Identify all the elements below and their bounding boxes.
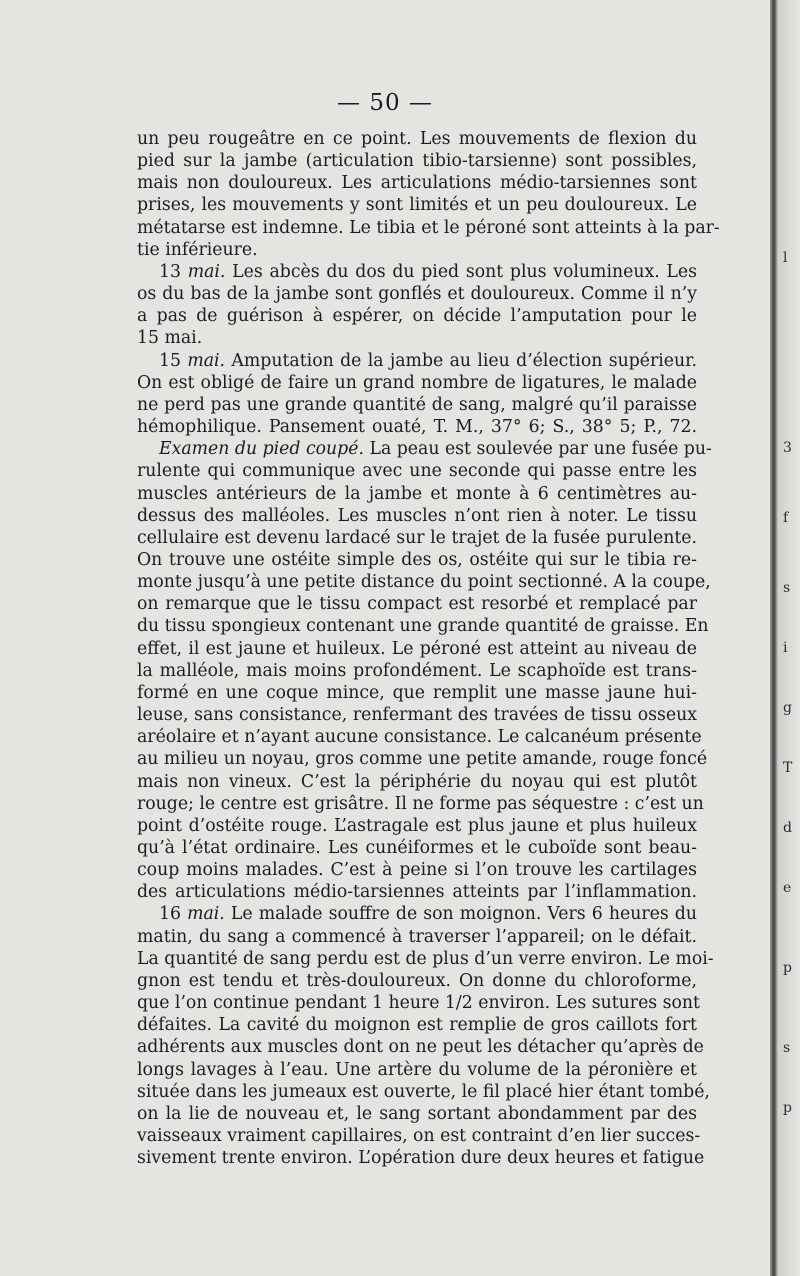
text-line: effet, il est jaune et huileux. Le péroné est atteint au niveau de (137, 638, 697, 659)
text-line: vaisseaux vraiment capillaires, on est contraint d’en lier succes- (137, 1126, 701, 1147)
text-line: 13 mai. Les abcès du dos du pied sont plus volumineux. Les (159, 261, 697, 282)
edge-fragment: s (783, 580, 791, 596)
text-line: rouge; le centre est grisâtre. Il ne forme pas séquestre : c’est un (137, 793, 704, 814)
text-line: ne perd pas une grande quantité de sang, malgré qu’il paraisse (137, 394, 697, 415)
text-line: point d’ostéite rouge. L’astragale est plus jaune et plus huileux (137, 815, 697, 836)
text-line: 15 mai. (137, 328, 203, 349)
edge-fragment: d (783, 820, 792, 836)
text-line: Examen du pied coupé. La peau est soulevée par une fusée pu- (159, 439, 712, 460)
text-line: aréolaire et n’ayant aucune consistance. Le calcanéum présente (137, 727, 702, 748)
text-line: sivement trente environ. L’opération dure deux heures et fatigue (137, 1148, 705, 1169)
edge-fragment: s (783, 1040, 791, 1056)
text-line: monte jusqu’à une petite distance du point sectionné. A la coupe, (137, 572, 711, 593)
text-line: dessus des malléoles. Les muscles n’ont rien à noter. Le tissu (137, 505, 697, 526)
text-line: prises, les mouvements y sont limités et un peu douloureux. Le (137, 195, 697, 216)
text-line: mais non vineux. C’est la périphérie du noyau qui est plutôt (137, 771, 697, 792)
text-line: pied sur la jambe (articulation tibio-tarsienne) sont possibles, (137, 151, 697, 172)
edge-fragment: p (783, 960, 792, 976)
text-line: un peu rougeâtre en ce point. Les mouvements de flexion du (137, 129, 697, 149)
text-line: longs lavages à l’eau. Une artère du volume de la péronière et (137, 1059, 697, 1080)
text-line: 16 mai. Le malade souffre de son moignon. Vers 6 heures du (159, 904, 697, 925)
text-line: mais non douloureux. Les articulations médio-tarsiennes sont (137, 173, 697, 194)
text-line: des articulations médio-tarsiennes atteints par l’inflammation. (137, 882, 697, 903)
body-text (137, 128, 720, 1169)
edge-fragment: i (783, 640, 788, 656)
text-line: adhérents aux muscles dont on ne peut les détacher qu’après de (137, 1037, 704, 1058)
text-line: métatarse est indemne. Le tibia et le péroné sont atteints à la par- (137, 217, 720, 238)
text-line: située dans les jumeaux est ouverte, le fil placé hier étant tombé, (137, 1081, 710, 1102)
text-line: On est obligé de faire un grand nombre de ligatures, le malade (137, 372, 697, 393)
edge-fragment: T (783, 760, 793, 776)
text-line: la malléole, mais moins profondément. Le scaphoïde est trans- (137, 660, 697, 681)
edge-fragment: g (783, 700, 792, 716)
edge-fragment: 3 (783, 440, 792, 456)
edge-fragment: f (783, 510, 789, 526)
text-line: qu’à l’état ordinaire. Les cunéiformes et le cuboïde sont beau- (137, 838, 697, 858)
page-number: — 50 — (337, 90, 433, 116)
edge-fragment: e (783, 880, 792, 896)
text-line: on la lie de nouveau et, le sang sortant abondamment par des (137, 1103, 697, 1124)
text-line: on remarque que le tissu compact est resorbé et remplacé par (137, 594, 697, 615)
text-line: coup moins malades. C’est à peine si l’on trouve les cartilages (137, 860, 697, 881)
text-line: leuse, sans consistance, renfermant des travées de tissu osseux (137, 705, 697, 726)
text-line: gnon est tendu et très-douloureux. On donne du chloroforme, (137, 970, 697, 991)
text-line: os du bas de la jambe sont gonflés et douloureux. Comme il n’y (137, 284, 697, 305)
text-line: a pas de guérison à espérer, on décide l’amputation pour le (137, 306, 697, 327)
edge-fragment: l (783, 250, 788, 266)
text-line: rulente qui communique avec une seconde qui passe entre les (137, 461, 697, 482)
text-line: hémophilique. Pansement ouaté, T. M., 37° 6; S., 38° 5; P., 72. (137, 417, 697, 438)
text-line: formé en une coque mince, que remplit une masse jaune hui- (137, 682, 697, 703)
text-line: du tissu spongieux contenant une grande quantité de graisse. En (137, 616, 709, 637)
text-line: On trouve une ostéite simple des os, ostéite qui sur le tibia re- (137, 549, 697, 570)
text-line: cellulaire est devenu lardacé sur le trajet de la fusée purulente. (137, 527, 697, 548)
edge-fragment: p (783, 1100, 792, 1116)
text-line: défaites. La cavité du moignon est remplie de gros caillots fort (137, 1015, 697, 1036)
text-line: La quantité de sang perdu est de plus d’un verre environ. Le moi- (137, 948, 714, 969)
text-line: matin, du sang a commencé à traverser l’appareil; on le défait. (137, 926, 697, 947)
text-line: muscles antérieurs de la jambe et monte à 6 centimètres au- (137, 483, 697, 504)
book-gutter (770, 0, 800, 1276)
text-line: que l’on continue pendant 1 heure 1/2 environ. Les sutures sont (137, 993, 700, 1014)
text-line: 15 mai. Amputation de la jambe au lieu d’élection supérieur. (159, 350, 697, 371)
text-line: au milieu un noyau, gros comme une petite amande, rouge foncé (137, 749, 708, 770)
text-line: tie inférieure. (137, 239, 258, 260)
